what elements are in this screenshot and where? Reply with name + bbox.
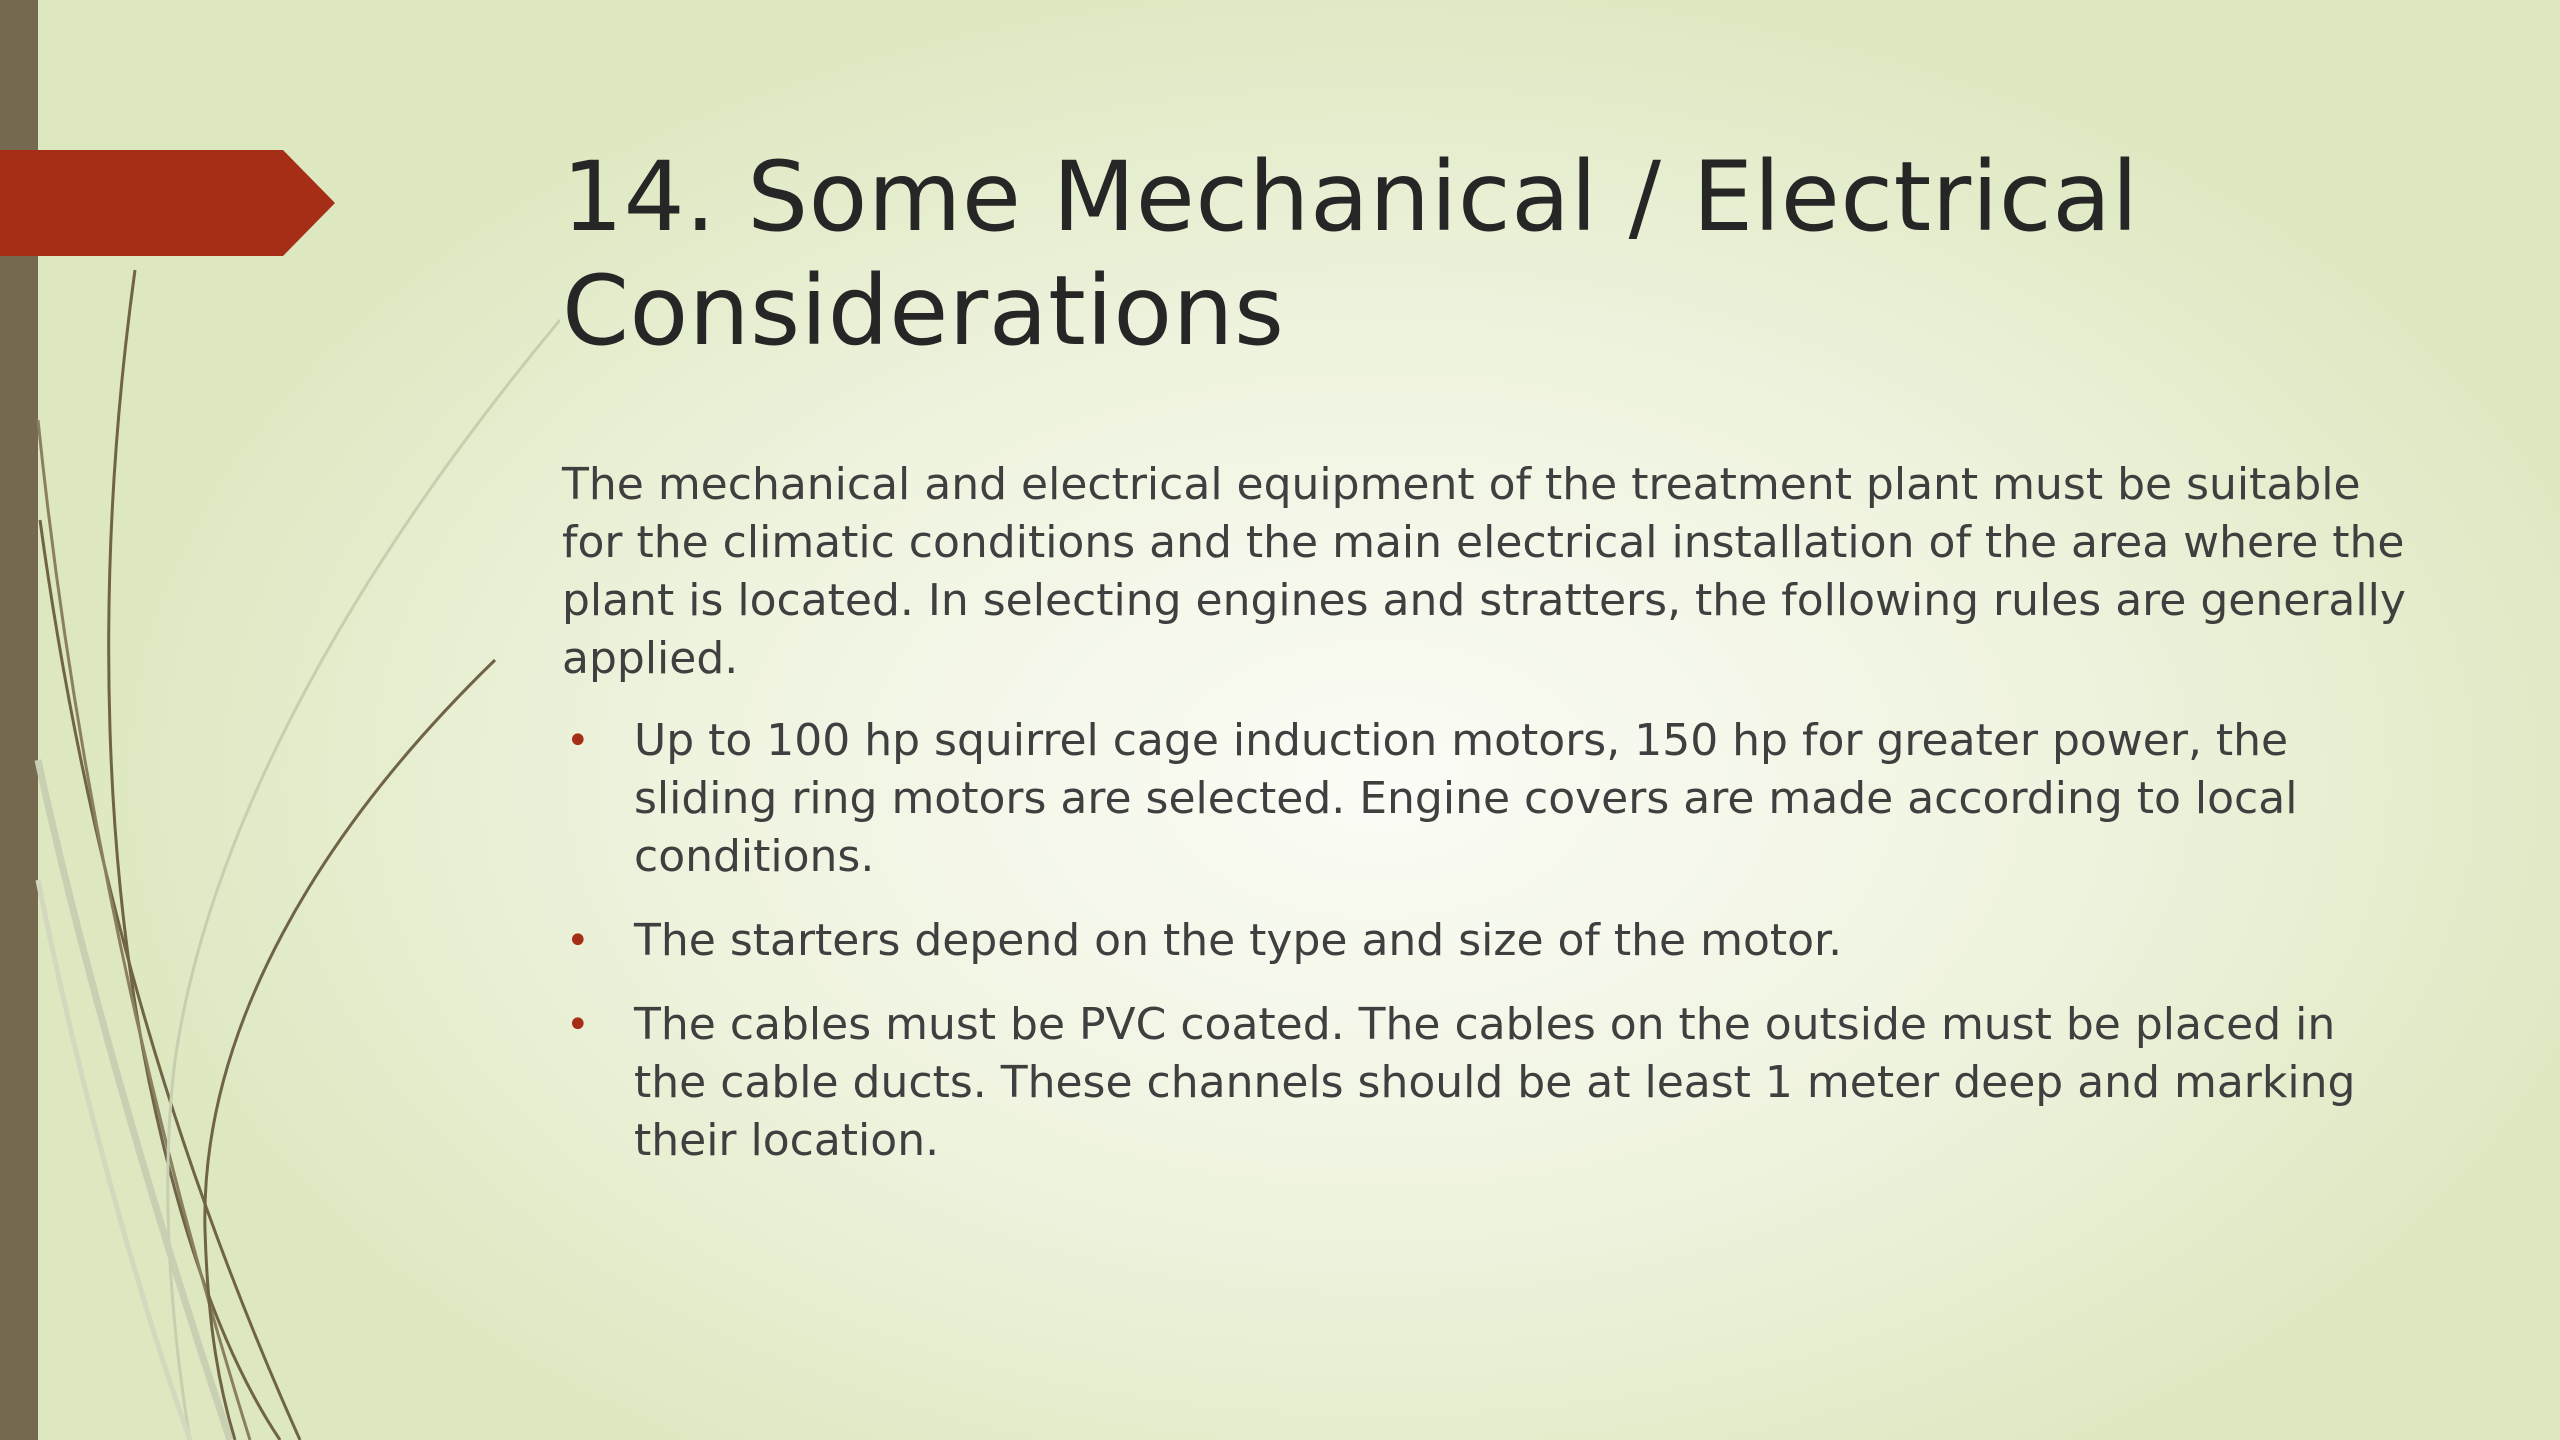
bullet-text: The cables must be PVC coated. The cables on the outside must be placed in the cable ducts. These channels should be at least 1 meter deep and marking their location. <box>634 999 2356 1166</box>
slide-title: 14. Some Mechanical / Electrical Considerations <box>562 141 2139 367</box>
intro-paragraph: The mechanical and electrical equipment of the treatment plant must be suitable for the climatic conditions and the main electrical installation of the area where the plant is located. In selecting engines and stratters, the following rules are generally applied. <box>562 459 2406 684</box>
slide-body <box>562 456 2412 1196</box>
list-item <box>562 912 2412 970</box>
list-item <box>562 712 2412 886</box>
bullet-icon: • <box>566 718 590 764</box>
bullet-list <box>562 712 2412 1170</box>
curve-line <box>205 660 495 1440</box>
bullet-text: The starters depend on the type and size of the motor. <box>634 915 1843 966</box>
bullet-icon: • <box>566 1002 590 1048</box>
curve-line <box>168 320 560 1440</box>
curve-line <box>38 760 230 1440</box>
title-arrow-marker <box>0 150 335 256</box>
list-item <box>562 996 2412 1170</box>
curve-line <box>38 420 250 1440</box>
bullet-icon: • <box>566 918 590 964</box>
bullet-text: Up to 100 hp squirrel cage induction motors, 150 hp for greater power, the sliding ring motors are selected. Engine covers are made according to local conditions. <box>634 715 2298 882</box>
